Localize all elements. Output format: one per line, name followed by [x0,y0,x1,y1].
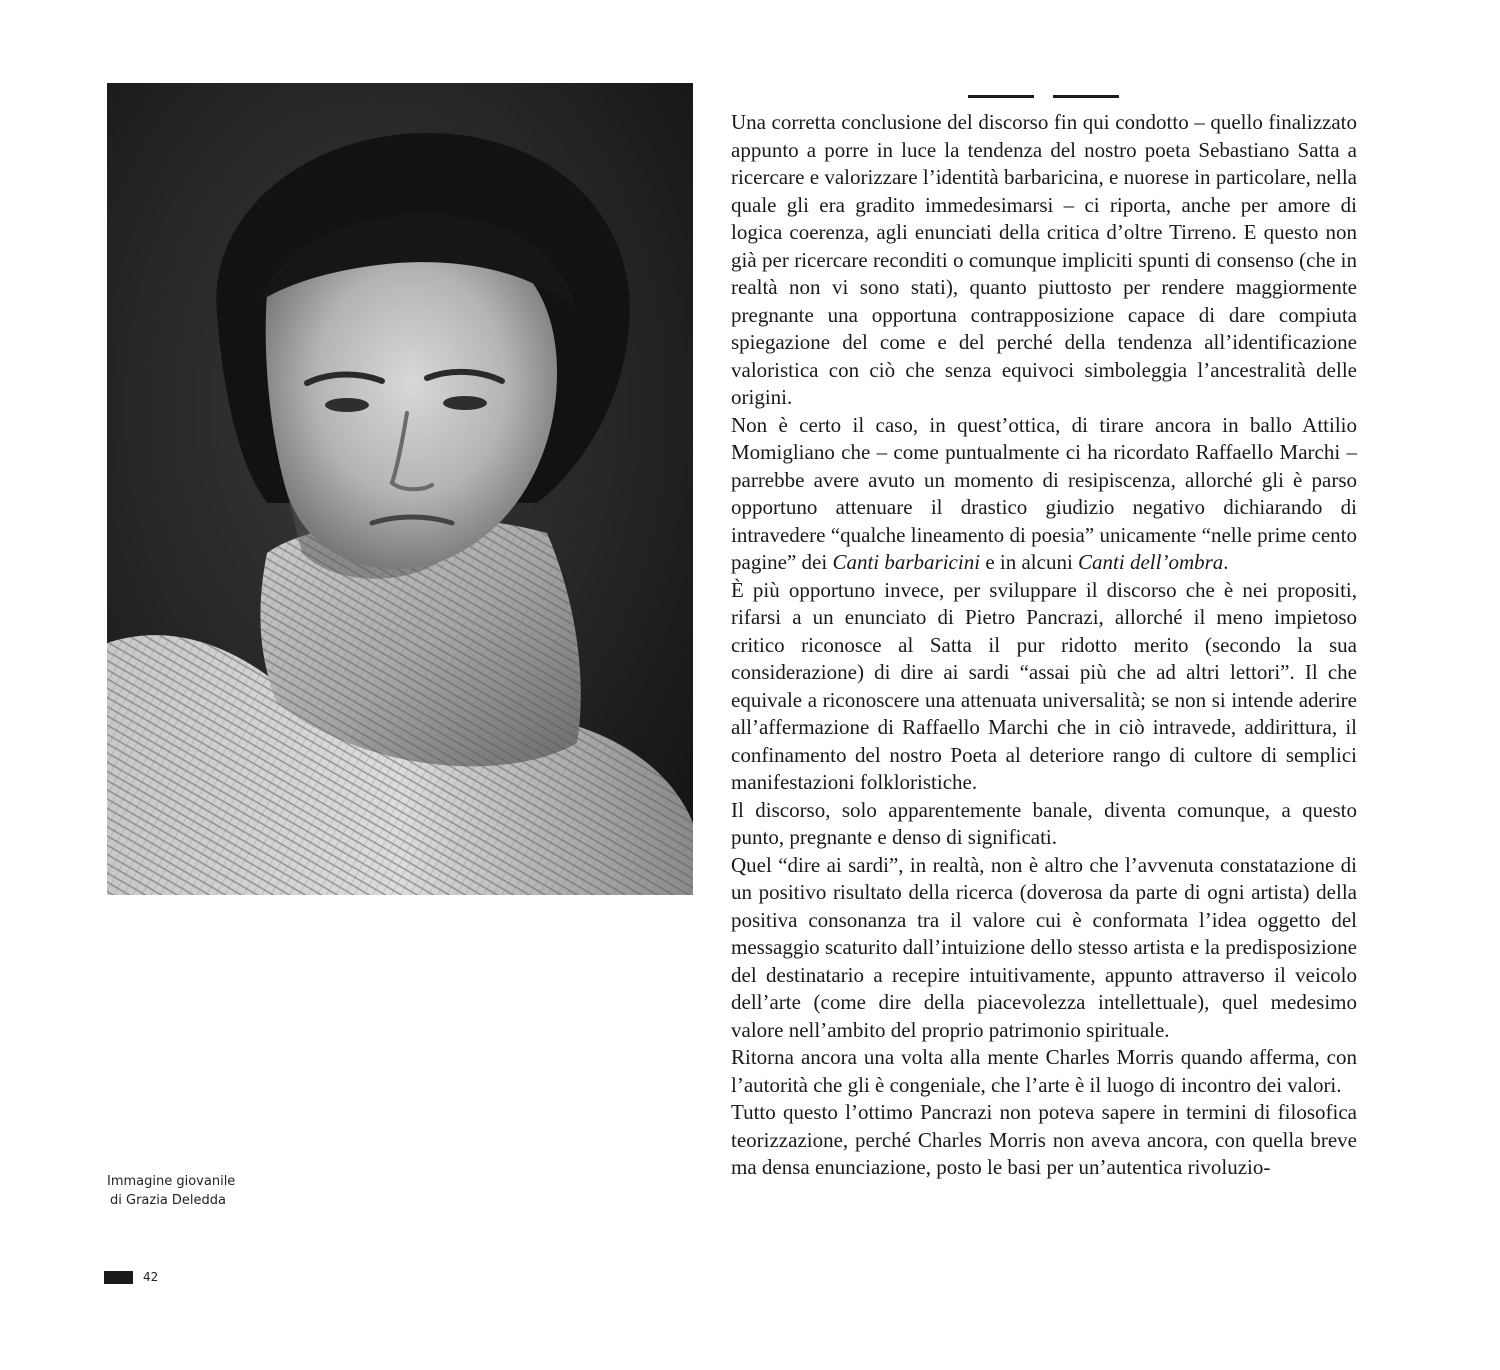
body-paragraph [731,109,1357,412]
text-segment: Quel “dire ai sardi”, in realtà, non è altro che l’avvenuta constatazione di un positivo risultato della ricerca (doverosa da parte di ogni artista) della positiva consonanza tra il valore cui è conformata l’idea oggetto del messaggio scaturito dall’intuizione dello stesso artista e la predisposizione del destinatario a recepire intuitivamente, appunto attraverso il veicolo dell’arte (come dire della piacevolezza intellettuale), quel medesimo valore nell’ambito del proprio patrimonio spirituale. [731,852,1357,1042]
portrait-image [107,83,693,895]
text-segment: Tutto questo l’ottimo Pancrazi non poteva sapere in termini di filosofica teorizzazione, perché Charles Morris non aveva ancora, con quella breve ma densa enunciazione, posto le basi per un’autentica rivoluzio- [731,1100,1357,1179]
text-segment: . [1223,550,1229,574]
body-paragraph [731,797,1357,852]
text-segment: È più opportuno invece, per sviluppare il discorso che è nei propositi, rifarsi a un enunciato di Pietro Pancrazi, allorché il meno impietoso critico riconosce al Satta il pur ridotto merito (secondo la sua considerazione) di dire ai sardi “assai più che ad altri lettori”. Il che equivale a riconoscere una attenuata universalità; se non si intende aderire all’affermazione di Raffaello Marchi che in ciò intravede, addirittura, il confinamento del nostro Poeta al deteriore rango di cultore di semplici manifestazioni folkloristiche. [731,577,1357,794]
text-segment: Non è certo il caso, in quest’ottica, di tirare ancora in ballo Attilio Momigliano che – come puntualmente ci ha ricordato Raffaello Marchi – parrebbe avere avuto un momento di resipiscenza, allorché gli è parso opportuno attenuare il drastico giudizio negativo dichiarando di intravedere “qualche lineamento di poesia” unicamente “nelle prime cento pagine” dei [731,412,1357,574]
page-number: 42 [143,1270,159,1284]
text-segment: Il discorso, solo apparentemente banale, diventa comunque, a questo punto, pregnante e denso di significati. [731,797,1357,849]
text-segment: Una corretta conclusione del discorso fin qui condotto – quello finalizzato appunto a porre in luce la tendenza del nostro poeta Sebastiano Satta a ricercare e valorizzare l’identità barbaricina, e nuorese in particolare, nella quale gli era gradito immedesimarsi – ci riporta, anche per amore di logica coerenza, agli enunciati della critica d’oltre Tirreno. E questo non già per ricercare reconditi o comunque impliciti spunti di consenso (che in realtà non vi sono stati), quanto piuttosto per rendere maggiormente pregnante una opportuna contrapposizione capace di dare compiuta spiegazione del come e del perché della tendenza all’identificazione valoristica con ciò che senza equivoci simboleggia l’ancestralità delle origini. [731,110,1357,409]
body-paragraph [731,412,1357,577]
decorative-rule-right [1053,95,1119,98]
page-footer [104,1270,158,1284]
italic-title: Canti dell’ombra [1078,550,1224,574]
body-paragraph [731,577,1357,797]
body-paragraph [731,1044,1357,1099]
caption-line-2: di Grazia Deledda [110,1193,227,1208]
text-segment: Ritorna ancora una volta alla mente Charles Morris quando afferma, con l’autorità che gli è congeniale, che l’arte è il luogo di incontro dei valori. [731,1045,1357,1097]
text-segment: e in alcuni [980,550,1079,574]
page-marker-block [104,1271,133,1284]
body-text-column [731,109,1357,1182]
body-paragraph [731,852,1357,1045]
italic-title: Canti barbaricini [832,550,981,574]
portrait-photo [107,83,693,895]
decorative-rule-left [968,95,1034,98]
photo-caption [107,1172,235,1210]
caption-line-1: Immagine giovanile [107,1174,236,1189]
body-paragraph [731,1099,1357,1182]
